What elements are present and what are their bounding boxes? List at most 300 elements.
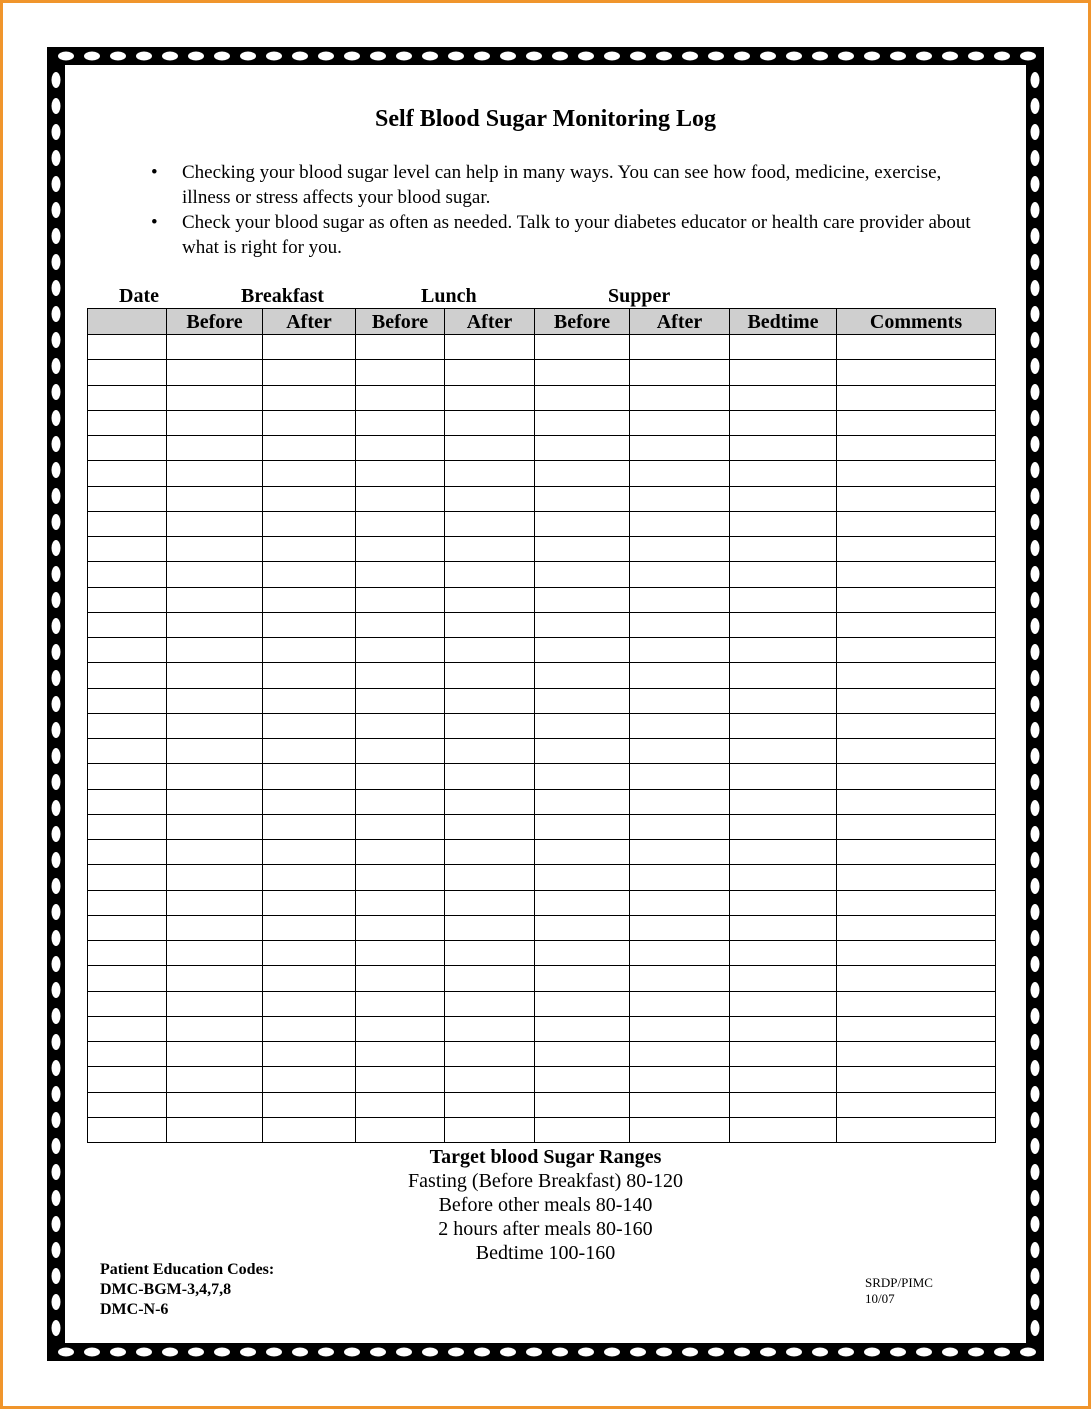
table-cell[interactable] [730,436,837,461]
table-cell[interactable] [630,941,730,966]
table-cell[interactable] [535,739,630,764]
table-cell[interactable] [445,360,535,385]
table-cell[interactable] [535,410,630,435]
table-cell[interactable] [730,410,837,435]
table-cell[interactable] [837,360,996,385]
table-cell[interactable] [445,1042,535,1067]
table-cell[interactable] [356,1042,445,1067]
table-cell[interactable] [167,991,263,1016]
table-cell[interactable] [356,410,445,435]
table-cell[interactable] [263,537,356,562]
table-cell[interactable] [356,335,445,360]
table-cell[interactable] [837,612,996,637]
table-cell[interactable] [535,713,630,738]
table-cell[interactable] [356,537,445,562]
table-cell[interactable] [356,587,445,612]
table-cell[interactable] [263,360,356,385]
table-cell[interactable] [535,562,630,587]
table-cell[interactable] [630,612,730,637]
table-cell[interactable] [445,638,535,663]
table-cell[interactable] [356,486,445,511]
table-cell[interactable] [88,360,167,385]
table-cell[interactable] [630,1117,730,1142]
table-cell[interactable] [730,587,837,612]
table-cell[interactable] [356,360,445,385]
table-cell[interactable] [88,1067,167,1092]
table-cell[interactable] [263,486,356,511]
table-cell[interactable] [730,941,837,966]
table-cell[interactable] [630,890,730,915]
table-cell[interactable] [88,511,167,536]
table-cell[interactable] [730,915,837,940]
table-cell[interactable] [535,486,630,511]
table-cell[interactable] [730,360,837,385]
table-cell[interactable] [535,814,630,839]
table-cell[interactable] [837,638,996,663]
table-cell[interactable] [445,587,535,612]
table-cell[interactable] [263,991,356,1016]
table-cell[interactable] [167,511,263,536]
table-cell[interactable] [730,612,837,637]
table-cell[interactable] [630,966,730,991]
table-cell[interactable] [730,1016,837,1041]
table-cell[interactable] [630,587,730,612]
table-cell[interactable] [88,1016,167,1041]
table-cell[interactable] [730,1092,837,1117]
table-cell[interactable] [167,1117,263,1142]
table-cell[interactable] [445,966,535,991]
education-code: DMC-N-6 [100,1301,169,1318]
table-cell[interactable] [630,865,730,890]
table-cell[interactable] [167,713,263,738]
table-cell[interactable] [730,335,837,360]
table-cell[interactable] [535,1067,630,1092]
table-cell[interactable] [356,840,445,865]
table-cell[interactable] [167,1016,263,1041]
table-cell[interactable] [356,713,445,738]
table-cell[interactable] [535,385,630,410]
table-cell[interactable] [630,1092,730,1117]
table-cell[interactable] [356,638,445,663]
table-cell[interactable] [445,915,535,940]
table-cell[interactable] [535,1042,630,1067]
table-cell[interactable] [730,511,837,536]
table-cell[interactable] [356,814,445,839]
table-cell[interactable] [88,587,167,612]
table-cell[interactable] [263,1092,356,1117]
table-cell[interactable] [730,385,837,410]
table-cell[interactable] [535,335,630,360]
table-cell[interactable] [167,1042,263,1067]
table-cell[interactable] [167,461,263,486]
table-cell[interactable] [88,1042,167,1067]
table-cell[interactable] [445,335,535,360]
table-cell[interactable] [263,562,356,587]
table-cell[interactable] [730,713,837,738]
table-cell[interactable] [356,1092,445,1117]
table-cell[interactable] [167,410,263,435]
table-cell[interactable] [167,1092,263,1117]
table-cell[interactable] [837,562,996,587]
table-cell[interactable] [535,1117,630,1142]
table-cell[interactable] [535,915,630,940]
table-cell[interactable] [630,410,730,435]
table-cell[interactable] [167,865,263,890]
table-cell[interactable] [167,1067,263,1092]
table-cell[interactable] [263,1042,356,1067]
table-cell[interactable] [263,814,356,839]
table-cell[interactable] [263,865,356,890]
table-cell[interactable] [356,1117,445,1142]
table-cell[interactable] [445,991,535,1016]
border-dot [1031,696,1040,712]
table-cell[interactable] [88,941,167,966]
table-cell[interactable] [535,865,630,890]
table-cell[interactable] [356,966,445,991]
table-cell[interactable] [837,1117,996,1142]
table-cell[interactable] [837,1092,996,1117]
table-cell[interactable] [167,966,263,991]
table-row [88,1016,996,1041]
table-cell[interactable] [630,1042,730,1067]
table-cell[interactable] [445,1067,535,1092]
table-cell[interactable] [535,840,630,865]
table-cell[interactable] [445,612,535,637]
table-cell[interactable] [263,966,356,991]
table-cell[interactable] [630,436,730,461]
table-cell[interactable] [630,663,730,688]
table-cell[interactable] [167,587,263,612]
table-cell[interactable] [356,865,445,890]
table-cell[interactable] [263,688,356,713]
table-cell[interactable] [730,537,837,562]
table-cell[interactable] [167,360,263,385]
table-cell[interactable] [445,562,535,587]
table-cell[interactable] [837,814,996,839]
table-cell[interactable] [263,1067,356,1092]
table-cell[interactable] [263,511,356,536]
table-cell[interactable] [535,360,630,385]
table-cell[interactable] [263,915,356,940]
table-cell[interactable] [88,486,167,511]
table-cell[interactable] [730,840,837,865]
table-cell[interactable] [630,385,730,410]
table-cell[interactable] [837,865,996,890]
table-cell[interactable] [535,966,630,991]
table-cell[interactable] [837,840,996,865]
table-cell[interactable] [837,713,996,738]
table-cell[interactable] [167,638,263,663]
table-cell[interactable] [167,335,263,360]
table-cell[interactable] [630,789,730,814]
table-cell[interactable] [167,436,263,461]
table-cell[interactable] [445,511,535,536]
table-cell[interactable] [630,335,730,360]
table-cell[interactable] [356,739,445,764]
table-cell[interactable] [837,890,996,915]
table-cell[interactable] [630,461,730,486]
table-cell[interactable] [356,941,445,966]
table-cell[interactable] [263,1016,356,1041]
table-cell[interactable] [535,789,630,814]
table-cell[interactable] [88,461,167,486]
table-cell[interactable] [535,890,630,915]
border-dot [52,930,61,946]
table-cell[interactable] [630,739,730,764]
table-cell[interactable] [167,612,263,637]
table-cell[interactable] [88,814,167,839]
table-cell[interactable] [356,1016,445,1041]
table-cell[interactable] [263,436,356,461]
table-cell[interactable] [263,764,356,789]
table-cell[interactable] [88,764,167,789]
table-cell[interactable] [356,991,445,1016]
table-cell[interactable] [445,764,535,789]
table-cell[interactable] [730,562,837,587]
table-cell[interactable] [837,410,996,435]
table-cell[interactable] [356,789,445,814]
table-cell[interactable] [837,461,996,486]
table-cell[interactable] [445,865,535,890]
table-cell[interactable] [837,436,996,461]
table-cell[interactable] [356,385,445,410]
table-cell[interactable] [630,713,730,738]
table-cell[interactable] [535,612,630,637]
table-cell[interactable] [88,966,167,991]
table-cell[interactable] [88,713,167,738]
table-cell[interactable] [837,688,996,713]
table-cell[interactable] [535,663,630,688]
table-cell[interactable] [88,638,167,663]
table-cell[interactable] [263,663,356,688]
table-cell[interactable] [356,562,445,587]
table-cell[interactable] [88,789,167,814]
border-dot [188,52,204,61]
table-cell[interactable] [88,410,167,435]
table-cell[interactable] [837,941,996,966]
table-cell[interactable] [445,1016,535,1041]
table-cell[interactable] [630,537,730,562]
table-cell[interactable] [730,991,837,1016]
table-cell[interactable] [837,1067,996,1092]
table-cell[interactable] [445,713,535,738]
table-cell[interactable] [167,764,263,789]
table-cell[interactable] [535,764,630,789]
table-cell[interactable] [356,764,445,789]
table-cell[interactable] [167,486,263,511]
table-cell[interactable] [263,587,356,612]
table-cell[interactable] [263,638,356,663]
table-cell[interactable] [167,385,263,410]
table-cell[interactable] [445,537,535,562]
table-cell[interactable] [88,1117,167,1142]
table-cell[interactable] [167,688,263,713]
table-cell[interactable] [263,335,356,360]
table-cell[interactable] [730,789,837,814]
table-cell[interactable] [535,941,630,966]
table-cell[interactable] [837,537,996,562]
table-cell[interactable] [837,1042,996,1067]
table-cell[interactable] [445,1117,535,1142]
table-cell[interactable] [356,688,445,713]
table-cell[interactable] [630,1016,730,1041]
table-cell[interactable] [88,537,167,562]
table-cell[interactable] [630,688,730,713]
table-cell[interactable] [88,335,167,360]
table-cell[interactable] [88,385,167,410]
border-dot [1031,332,1040,348]
table-cell[interactable] [730,890,837,915]
table-cell[interactable] [535,436,630,461]
table-cell[interactable] [535,537,630,562]
table-cell[interactable] [837,991,996,1016]
table-cell[interactable] [88,739,167,764]
table-cell[interactable] [263,713,356,738]
table-cell[interactable] [445,663,535,688]
table-cell[interactable] [837,1016,996,1041]
table-cell[interactable] [167,814,263,839]
table-cell[interactable] [730,663,837,688]
table-cell[interactable] [263,1117,356,1142]
table-cell[interactable] [535,1092,630,1117]
table-cell[interactable] [535,461,630,486]
table-cell[interactable] [730,486,837,511]
table-cell[interactable] [445,688,535,713]
border-dot [1031,72,1040,88]
table-cell[interactable] [167,789,263,814]
table-cell[interactable] [837,966,996,991]
table-cell[interactable] [167,537,263,562]
table-cell[interactable] [730,865,837,890]
table-cell[interactable] [445,814,535,839]
table-cell[interactable] [88,915,167,940]
table-cell[interactable] [263,840,356,865]
border-dot [1031,1112,1040,1128]
table-cell[interactable] [356,461,445,486]
table-cell[interactable] [837,385,996,410]
table-cell[interactable] [88,991,167,1016]
table-cell[interactable] [837,764,996,789]
table-cell[interactable] [88,865,167,890]
table-cell[interactable] [445,1092,535,1117]
table-cell[interactable] [535,638,630,663]
table-cell[interactable] [445,385,535,410]
border-dot [58,52,74,61]
table-cell[interactable] [837,335,996,360]
table-cell[interactable] [730,1067,837,1092]
table-cell[interactable] [445,486,535,511]
table-cell[interactable] [356,612,445,637]
table-cell[interactable] [356,915,445,940]
table-cell[interactable] [445,789,535,814]
table-cell[interactable] [167,941,263,966]
table-cell[interactable] [730,966,837,991]
table-cell[interactable] [167,915,263,940]
table-cell[interactable] [356,436,445,461]
table-cell[interactable] [535,511,630,536]
table-cell[interactable] [356,890,445,915]
table-cell[interactable] [356,1067,445,1092]
table-cell[interactable] [263,410,356,435]
table-cell[interactable] [263,739,356,764]
border-dot [1031,592,1040,608]
border-dot [578,1348,594,1357]
table-cell[interactable] [263,789,356,814]
table-cell[interactable] [630,814,730,839]
table-cell[interactable] [263,890,356,915]
table-cell[interactable] [730,638,837,663]
table-cell[interactable] [88,663,167,688]
table-cell[interactable] [445,739,535,764]
table-cell[interactable] [730,461,837,486]
table-cell[interactable] [630,764,730,789]
table-cell[interactable] [88,562,167,587]
table-cell[interactable] [837,486,996,511]
table-cell[interactable] [730,814,837,839]
table-cell[interactable] [535,688,630,713]
table-cell[interactable] [445,890,535,915]
table-cell[interactable] [445,941,535,966]
table-cell[interactable] [263,612,356,637]
table-cell[interactable] [837,663,996,688]
table-cell[interactable] [88,688,167,713]
table-cell[interactable] [837,587,996,612]
table-cell[interactable] [630,991,730,1016]
table-cell[interactable] [88,612,167,637]
table-cell[interactable] [630,511,730,536]
table-cell[interactable] [167,840,263,865]
table-cell[interactable] [263,461,356,486]
table-cell[interactable] [445,410,535,435]
table-cell[interactable] [837,915,996,940]
table-cell[interactable] [837,511,996,536]
table-cell[interactable] [445,436,535,461]
table-cell[interactable] [535,1016,630,1041]
table-cell[interactable] [167,562,263,587]
table-cell[interactable] [88,840,167,865]
table-cell[interactable] [730,739,837,764]
table-cell[interactable] [730,764,837,789]
table-cell[interactable] [356,511,445,536]
table-cell[interactable] [263,385,356,410]
table-cell[interactable] [445,840,535,865]
table-cell[interactable] [88,890,167,915]
table-cell[interactable] [630,638,730,663]
table-cell[interactable] [730,1042,837,1067]
table-cell[interactable] [88,436,167,461]
table-cell[interactable] [535,587,630,612]
table-cell[interactable] [730,688,837,713]
table-cell[interactable] [630,1067,730,1092]
table-cell[interactable] [356,663,445,688]
table-cell[interactable] [167,739,263,764]
table-cell[interactable] [630,562,730,587]
table-cell[interactable] [837,739,996,764]
table-cell[interactable] [630,915,730,940]
table-cell[interactable] [445,461,535,486]
table-cell[interactable] [88,1092,167,1117]
table-cell[interactable] [730,1117,837,1142]
bullet-item [151,160,982,210]
table-cell[interactable] [167,663,263,688]
table-cell[interactable] [630,486,730,511]
table-cell[interactable] [535,991,630,1016]
table-cell[interactable] [837,789,996,814]
table-cell[interactable] [630,840,730,865]
table-cell[interactable] [630,360,730,385]
table-cell[interactable] [167,890,263,915]
table-cell[interactable] [263,941,356,966]
